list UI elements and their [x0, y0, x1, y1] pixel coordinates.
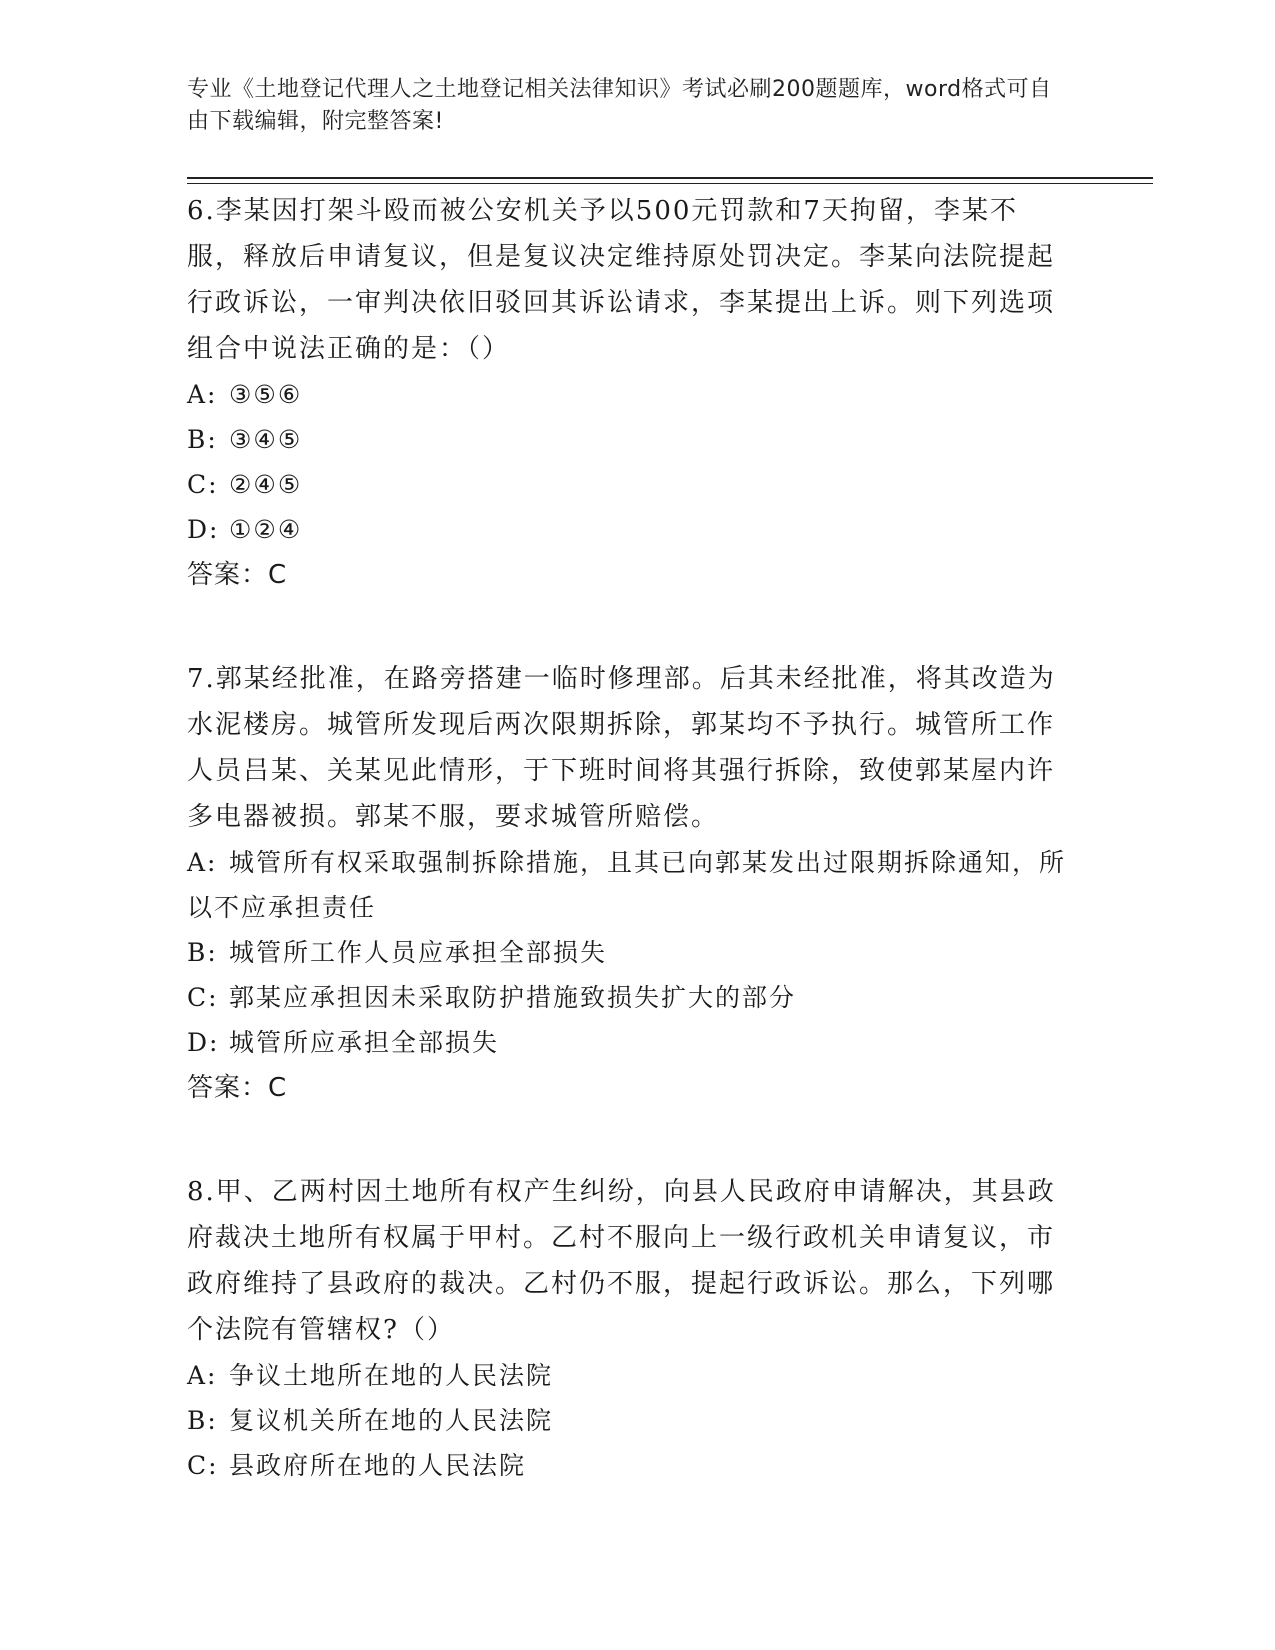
option-text: ③⑤⑥ — [229, 380, 303, 409]
option-a — [187, 840, 1067, 930]
option-label: A: — [187, 380, 218, 409]
option-c — [187, 462, 1067, 507]
option-text: 城管所有权采取强制拆除措施，且其已向郭某发出过限期拆除通知，所以不应承担责任 — [187, 848, 1067, 922]
option-d — [187, 507, 1067, 552]
question-list — [187, 188, 1067, 1488]
option-label: A: — [187, 1361, 218, 1390]
option-a — [187, 372, 1067, 417]
option-label: C: — [187, 470, 219, 499]
header-divider-thin — [187, 183, 1153, 184]
question-7 — [187, 656, 1067, 1111]
option-c — [187, 1443, 1067, 1488]
option-text: 城管所工作人员应承担全部损失 — [229, 938, 608, 967]
header-divider-thick — [187, 177, 1153, 179]
answer-line: 答案：C — [187, 1073, 288, 1103]
spacer — [187, 1111, 1067, 1169]
option-label: D: — [187, 515, 220, 544]
option-label: B: — [187, 938, 218, 967]
option-text: 争议土地所在地的人民法院 — [229, 1361, 554, 1390]
option-text: ②④⑤ — [229, 470, 303, 499]
option-text: 郭某应承担因未采取防护措施致损失扩大的部分 — [229, 983, 797, 1012]
option-label: C: — [187, 983, 219, 1012]
question-8 — [187, 1169, 1067, 1488]
answer-line: 答案：C — [187, 560, 288, 590]
option-text: 复议机关所在地的人民法院 — [229, 1406, 554, 1435]
option-b — [187, 1398, 1067, 1443]
option-label: C: — [187, 1451, 219, 1480]
option-text: ①②④ — [229, 515, 303, 544]
option-label: B: — [187, 1406, 218, 1435]
option-text: 县政府所在地的人民法院 — [229, 1451, 527, 1480]
question-6 — [187, 188, 1067, 598]
option-a — [187, 1353, 1067, 1398]
option-b — [187, 417, 1067, 462]
option-label: A: — [187, 848, 218, 877]
question-stem: 6.李某因打架斗殴而被公安机关予以500元罚款和7天拘留，李某不服，释放后申请复议，但是复议决定维持原处罚决定。李某向法院提起行政诉讼，一审判决依旧驳回其诉讼请求，李某提出上诉。则下列选项组合中说法正确的是：（） — [187, 196, 1056, 364]
option-d — [187, 1020, 1067, 1065]
question-stem: 7.郭某经批准，在路旁搭建一临时修理部。后其未经批准，将其改造为水泥楼房。城管所发现后两次限期拆除，郭某均不予执行。城管所工作人员吕某、关某见此情形，于下班时间将其强行拆除，致使郭某屋内许多电器被损。郭某不服，要求城管所赔偿。 — [187, 664, 1056, 832]
option-c — [187, 975, 1067, 1020]
option-text: ③④⑤ — [229, 425, 303, 454]
document-header: 专业《土地登记代理人之土地登记相关法律知识》考试必刷200题题库，word格式可自由下载编辑，附完整答案! — [187, 77, 1052, 134]
question-stem: 8.甲、乙两村因土地所有权产生纠纷，向县人民政府申请解决，其县政府裁决土地所有权属于甲村。乙村不服向上一级行政机关申请复议，市政府维持了县政府的裁决。乙村仍不服，提起行政诉讼。那么，下列哪个法院有管辖权?（） — [187, 1177, 1056, 1345]
option-label: B: — [187, 425, 218, 454]
spacer — [187, 598, 1067, 656]
option-text: 城管所应承担全部损失 — [229, 1028, 500, 1057]
option-label: D: — [187, 1028, 220, 1057]
option-b — [187, 930, 1067, 975]
